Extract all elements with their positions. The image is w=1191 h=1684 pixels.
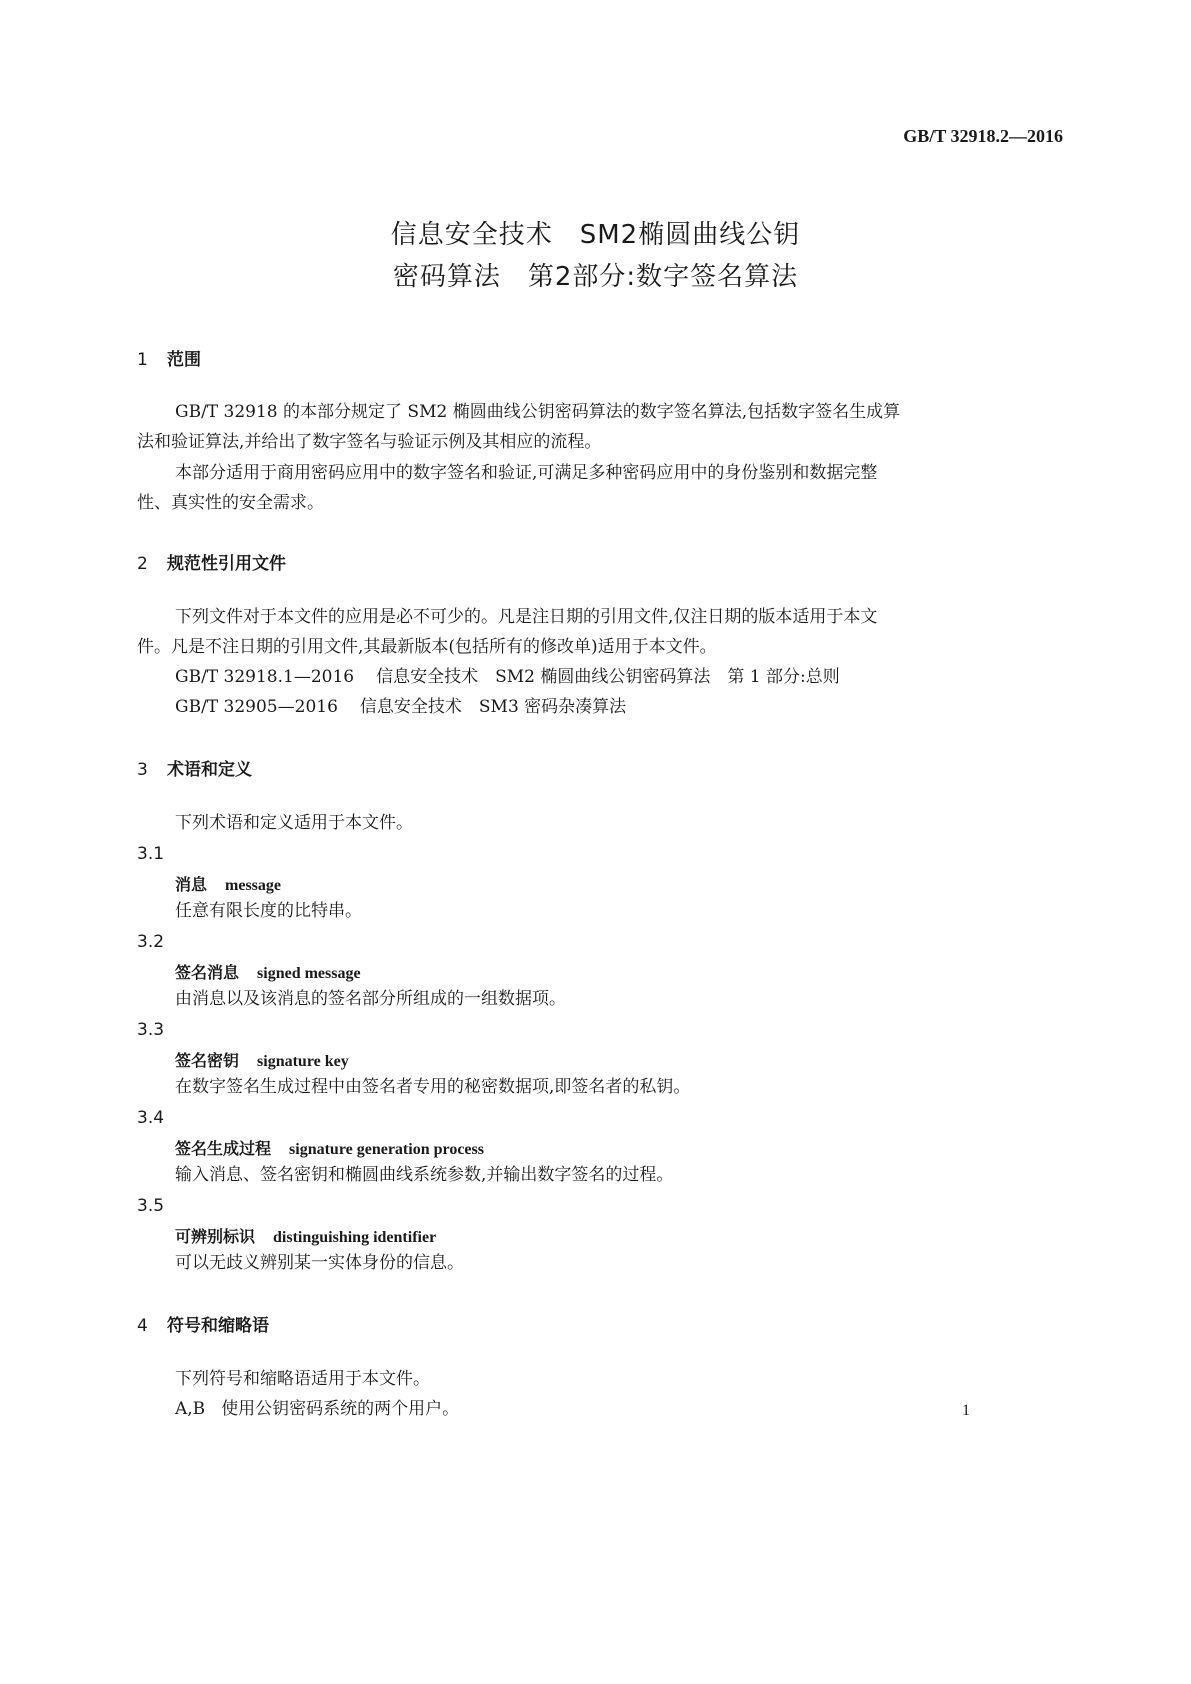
clause-number: 3.1	[137, 844, 165, 864]
section-number: 3	[137, 760, 148, 780]
reference-number: GB/T 32918.1—2016	[175, 667, 355, 687]
clause-number: 3.2	[137, 932, 165, 952]
paragraph: 下列文件对于本文件的应用是必不可少的。凡是注日期的引用文件,仅注日期的版本适用于本文	[175, 607, 878, 627]
section-title: 规范性引用文件	[167, 554, 286, 574]
section-3-heading	[137, 755, 252, 780]
term-definition: 由消息以及该消息的签名部分所组成的一组数据项。	[175, 989, 566, 1009]
clause-number: 3.4	[137, 1108, 165, 1128]
term-definition: 任意有限长度的比特串。	[175, 901, 362, 921]
term-en: message	[225, 877, 281, 894]
paragraph: 下列符号和缩略语适用于本文件。	[175, 1369, 430, 1389]
term-definition: 在数字签名生成过程中由签名者专用的秘密数据项,即签名者的私钥。	[175, 1077, 691, 1097]
section-number: 1	[137, 350, 148, 370]
term-en: signed message	[257, 965, 361, 982]
term-zh: 消息	[175, 875, 208, 894]
document-title-line2: 密码算法 第2部分:数字签名算法	[392, 262, 799, 292]
reference-title: 信息安全技术 SM3 密码杂凑算法	[359, 697, 627, 717]
section-title: 范围	[167, 350, 201, 370]
symbol-entry	[175, 1394, 459, 1424]
term-entry	[175, 1136, 484, 1159]
term-zh: 签名密钥	[175, 1051, 240, 1070]
term-zh: 签名生成过程	[175, 1139, 272, 1158]
term-zh: 可辨别标识	[175, 1227, 256, 1246]
term-en: distinguishing identifier	[273, 1229, 437, 1246]
section-title: 符号和缩略语	[167, 1316, 269, 1336]
term-en: signature generation process	[289, 1141, 484, 1158]
reference-item	[175, 692, 626, 722]
term-definition: 可以无歧义辨别某一实体身份的信息。	[175, 1253, 464, 1273]
paragraph: 本部分适用于商用密码应用中的数字签名和验证,可满足多种密码应用中的身份鉴别和数据完整	[175, 463, 878, 483]
section-2-heading	[137, 549, 286, 574]
document-title-line1: 信息安全技术 SM2椭圆曲线公钥	[390, 220, 801, 250]
standard-number: GB/T 32918.2—2016	[903, 126, 1063, 146]
symbol: A,B	[175, 1399, 206, 1419]
term-definition: 输入消息、签名密钥和椭圆曲线系统参数,并输出数字签名的过程。	[175, 1165, 674, 1185]
reference-item	[175, 662, 840, 692]
paragraph-continuation: 性、真实性的安全需求。	[137, 493, 324, 513]
paragraph: GB/T 32918 的本部分规定了 SM2 椭圆曲线公钥密码算法的数字签名算法,包括数字签名生成算	[175, 402, 901, 422]
reference-title: 信息安全技术 SM2 椭圆曲线公钥密码算法 第 1 部分:总则	[376, 667, 840, 687]
term-zh: 签名消息	[175, 963, 240, 982]
section-title: 术语和定义	[167, 760, 252, 780]
section-1-heading	[137, 345, 201, 370]
term-entry	[175, 1224, 436, 1247]
symbol-definition: 使用公钥密码系统的两个用户。	[221, 1399, 460, 1419]
term-entry	[175, 1048, 349, 1071]
page-number: 1	[962, 1402, 970, 1419]
section-number: 2	[137, 554, 148, 574]
term-en: signature key	[257, 1053, 349, 1070]
paragraph-continuation: 件。凡是不注日期的引用文件,其最新版本(包括所有的修改单)适用于本文件。	[137, 637, 717, 657]
reference-number: GB/T 32905—2016	[175, 697, 338, 717]
paragraph: 下列术语和定义适用于本文件。	[175, 813, 413, 833]
section-4-heading	[137, 1311, 269, 1336]
term-entry	[175, 872, 281, 895]
clause-number: 3.5	[137, 1196, 165, 1216]
paragraph-continuation: 法和验证算法,并给出了数字签名与验证示例及其相应的流程。	[137, 432, 602, 452]
section-number: 4	[137, 1316, 148, 1336]
clause-number: 3.3	[137, 1020, 165, 1040]
term-entry	[175, 960, 361, 983]
